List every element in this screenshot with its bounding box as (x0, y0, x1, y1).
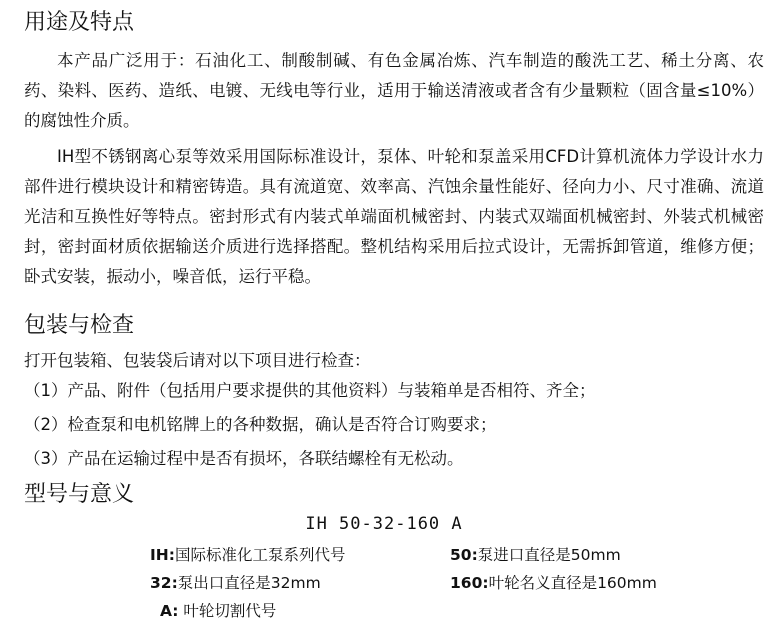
definition-ih (150, 543, 345, 567)
definition-text: 国际标准化工泵系列代号 (174, 546, 346, 564)
definition-trim-code (160, 599, 276, 623)
definition-impeller-diameter (450, 571, 657, 595)
model-heading: 型号与意义 (24, 482, 135, 507)
definition-text: 叶轮切割代号 (178, 602, 277, 620)
definition-text: 叶轮名义直径是160mm (488, 574, 657, 592)
inspection-item-2: （2）检查泵和电机铭牌上的各种数据，确认是否符合订购要求； (24, 415, 497, 434)
definition-text: 泵进口直径是50mm (477, 546, 621, 564)
definition-key: 160: (450, 574, 489, 592)
definition-outlet (150, 571, 321, 595)
inspection-item-1: （1）产品、附件（包括用户要求提供的其他资料）与装箱单是否相符、齐全； (24, 381, 596, 400)
definition-key: 50: (450, 546, 478, 564)
definition-key: A: (160, 602, 179, 620)
model-code: IH 50-32-160 A (305, 514, 463, 534)
usage-paragraph-2: IH型不锈钢离心泵等效采用国际标准设计，泵体、叶轮和泵盖采用CFD计算机流体力学设计水力部件进行模块设计和精密铸造。具有流道宽、效率高、汽蚀余量性能好、径向力小、尺寸准确、流道光洁和互换性好等特点。密封形式有内装式单端面机械密封、内装式双端面机械密封、外装式机械密封，密封面材质依据输送介质进行选择搭配。整机结构采用后拉式设计，无需拆卸管道，维修方便；卧式安装，振动小，噪音低，运行平稳。 (24, 147, 764, 286)
usage-paragraph-1: 本产品广泛用于：石油化工、制酸制碱、有色金属冶炼、汽车制造的酸洗工艺、稀土分离、农药、染料、医药、造纸、电镀、无线电等行业，适用于输送清液或者含有少量颗粒（固含量≤10%）的腐蚀性介质。 (24, 51, 764, 130)
inspection-intro: 打开包装箱、包装袋后请对以下项目进行检查： (24, 351, 371, 370)
definition-inlet (450, 543, 621, 567)
definition-key: 32: (150, 574, 178, 592)
usage-heading: 用途及特点 (24, 10, 135, 35)
inspection-heading: 包装与检查 (24, 313, 135, 338)
definition-text: 泵出口直径是32mm (177, 574, 321, 592)
inspection-item-3: （3）产品在运输过程中是否有损坏，各联结螺栓有无松动。 (24, 449, 464, 468)
definition-key: IH: (150, 546, 175, 564)
